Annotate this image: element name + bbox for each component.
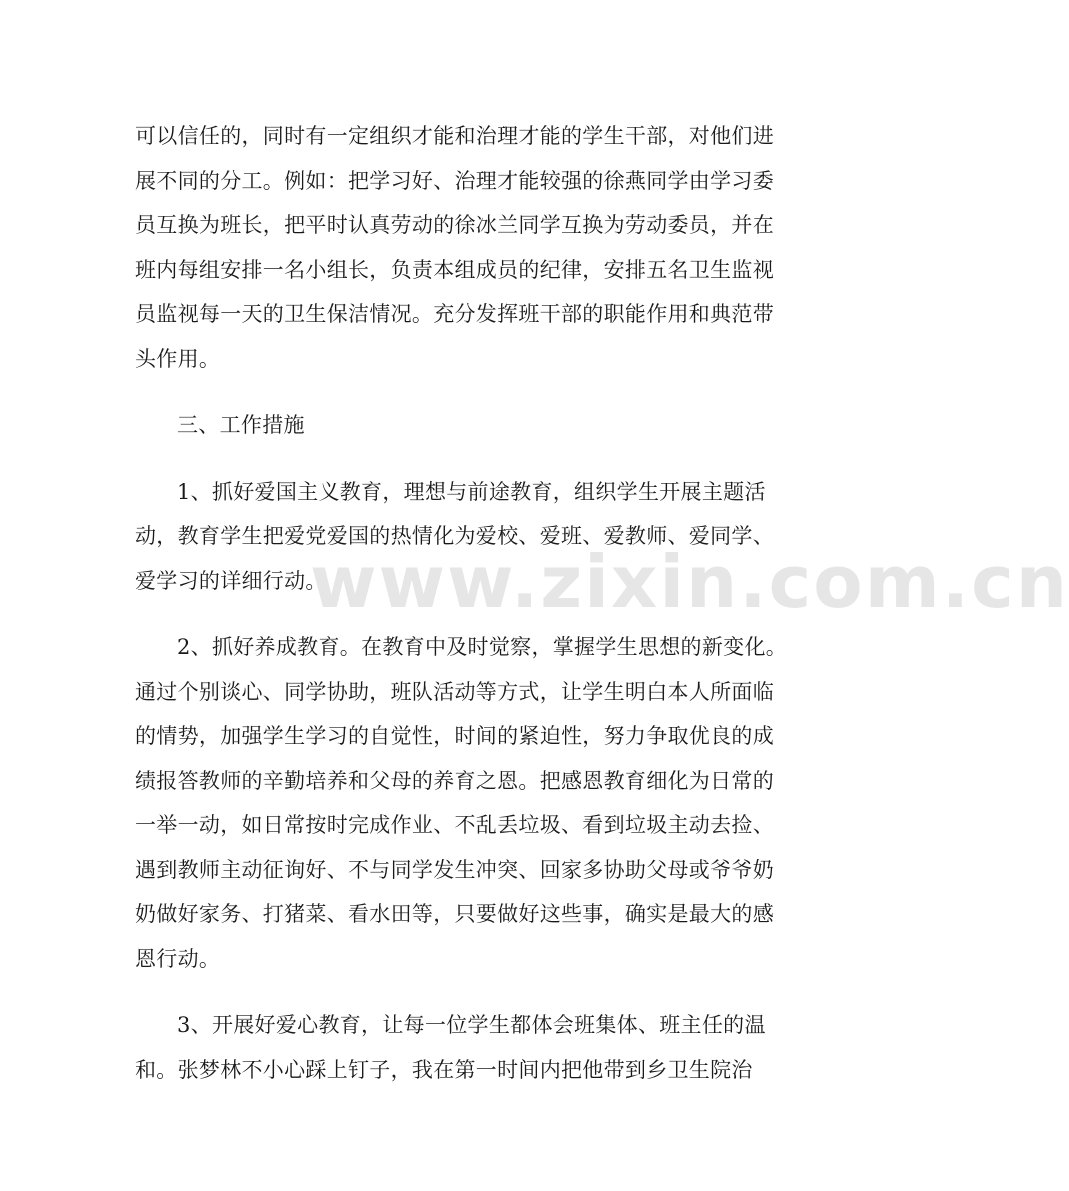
- heading-text: 三、工作措施: [177, 413, 305, 437]
- text-line: 展不同的分工。例如：把学习好、治理才能较强的徐燕同学由学习委: [135, 168, 774, 193]
- paragraph-continuation: [135, 114, 785, 381]
- text-line: 恩行动。: [135, 946, 221, 971]
- text-line: 3、开展好爱心教育，让每一位学生都体会班集体、班主任的温: [177, 1013, 766, 1037]
- text-line: 头作用。: [135, 346, 221, 371]
- text-line: 2、抓好养成教育。在教育中及时觉察，掌握学生思想的新变化。: [177, 635, 788, 659]
- text-line: 动，教育学生把爱党爱国的热情化为爱校、爱班、爱教师、爱同学、: [135, 524, 774, 548]
- text-line: 1、抓好爱国主义教育，理想与前途教育，组织学生开展主题活: [177, 479, 766, 504]
- text-line: 遇到教师主动征询好、不与同学发生冲突、回家多协助父母或爷爷奶: [135, 857, 774, 882]
- paragraph-item-2: [135, 625, 788, 981]
- text-line: 和。张梦林不小心踩上钉子，我在第一时间内把他带到乡卫生院治: [135, 1057, 753, 1082]
- paragraph-item-3: [135, 1003, 785, 1092]
- text-line: 通过个别谈心、同学协助，班队活动等方式，让学生明白本人所面临: [135, 679, 774, 704]
- text-line: 绩报答教师的辛勤培养和父母的养育之恩。把感恩教育细化为日常的: [135, 768, 774, 793]
- document-body: [135, 114, 788, 1092]
- text-line: 的情势，加强学生学习的自觉性，时间的紧迫性，努力争取优良的成: [135, 724, 774, 748]
- text-line: 爱学习的详细行动。: [135, 568, 327, 593]
- text-line: 班内每组安排一名小组长，负责本组成员的纪律，安排五名卫生监视: [135, 257, 774, 282]
- section-heading: [135, 403, 785, 448]
- text-line: 可以信任的，同时有一定组织才能和治理才能的学生干部，对他们进: [135, 124, 774, 148]
- text-line: 一举一动，如日常按时完成作业、不乱丢垃圾、看到垃圾主动去捡、: [135, 813, 774, 837]
- paragraph-item-1: [135, 470, 785, 604]
- text-line: 员互换为班长，把平时认真劳动的徐冰兰同学互换为劳动委员，并在: [135, 213, 774, 237]
- text-line: 员监视每一天的卫生保洁情况。充分发挥班干部的职能作用和典范带: [135, 302, 774, 326]
- watermark: www.zixin.com.cn: [310, 540, 1069, 624]
- text-line: 奶做好家务、打猪菜、看水田等，只要做好这些事，确实是最大的感: [135, 902, 774, 926]
